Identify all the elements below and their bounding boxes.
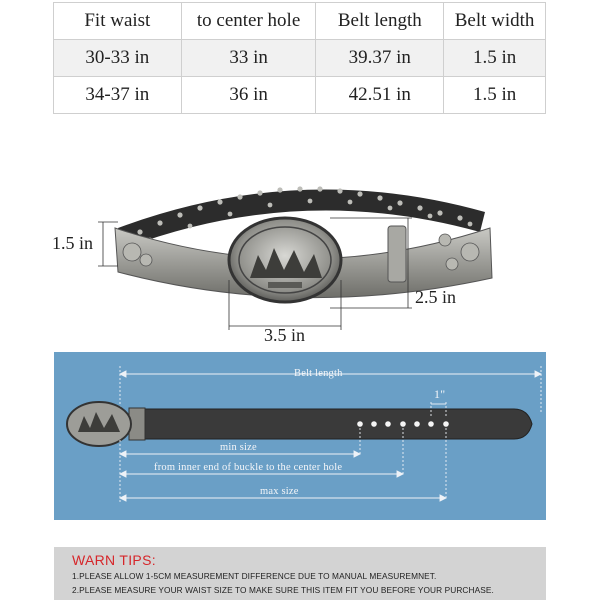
max-size-label: max size [260,486,299,497]
center-hole-label: from inner end of buckle to the center hole [154,462,343,473]
table-row [54,40,546,77]
buckle-width-label: 3.5 in [264,325,306,345]
header-center-hole: to center hole [181,3,316,40]
table-row [54,77,546,114]
oval-buckle [229,218,341,302]
warn-tip-2: 2.PLEASE MEASURE YOUR WAIST SIZE TO MAKE SURE THIS ITEM FIT YOU BEFORE YOUR PURCHASE. [72,585,494,595]
cell-belt-length: 39.37 in [316,40,444,77]
cell-belt-length: 42.51 in [316,77,444,114]
belt-length-label: Belt length [294,368,343,379]
belt-width-label: 1.5 in [52,233,94,253]
belt-photo [0,160,600,350]
hole-spacing-label: 1" [434,387,446,401]
belt-illustration [0,160,600,350]
warn-tips-title: WARN TIPS: [72,552,156,568]
header-fit-waist: Fit waist [54,3,182,40]
buckle-height-label: 2.5 in [415,287,457,307]
cell-belt-width: 1.5 in [444,40,546,77]
belt-loop [388,226,406,282]
cell-fit-waist: 30-33 in [54,40,182,77]
min-size-label: min size [220,442,257,453]
cell-center-hole: 36 in [181,77,316,114]
cell-center-hole: 33 in [181,40,316,77]
warn-tips-panel [54,547,546,600]
belt-size-diagram [54,352,546,520]
cell-fit-waist: 34-37 in [54,77,182,114]
header-belt-length: Belt length [316,3,444,40]
cell-belt-width: 1.5 in [444,77,546,114]
size-table [53,2,546,114]
header-belt-width: Belt width [444,3,546,40]
warn-tip-1: 1.PLEASE ALLOW 1-5CM MEASUREMENT DIFFERENCE DUE TO MANUAL MEASUREMNET. [72,571,437,581]
size-table-header-row [54,3,546,40]
diagram-strap [142,409,532,439]
